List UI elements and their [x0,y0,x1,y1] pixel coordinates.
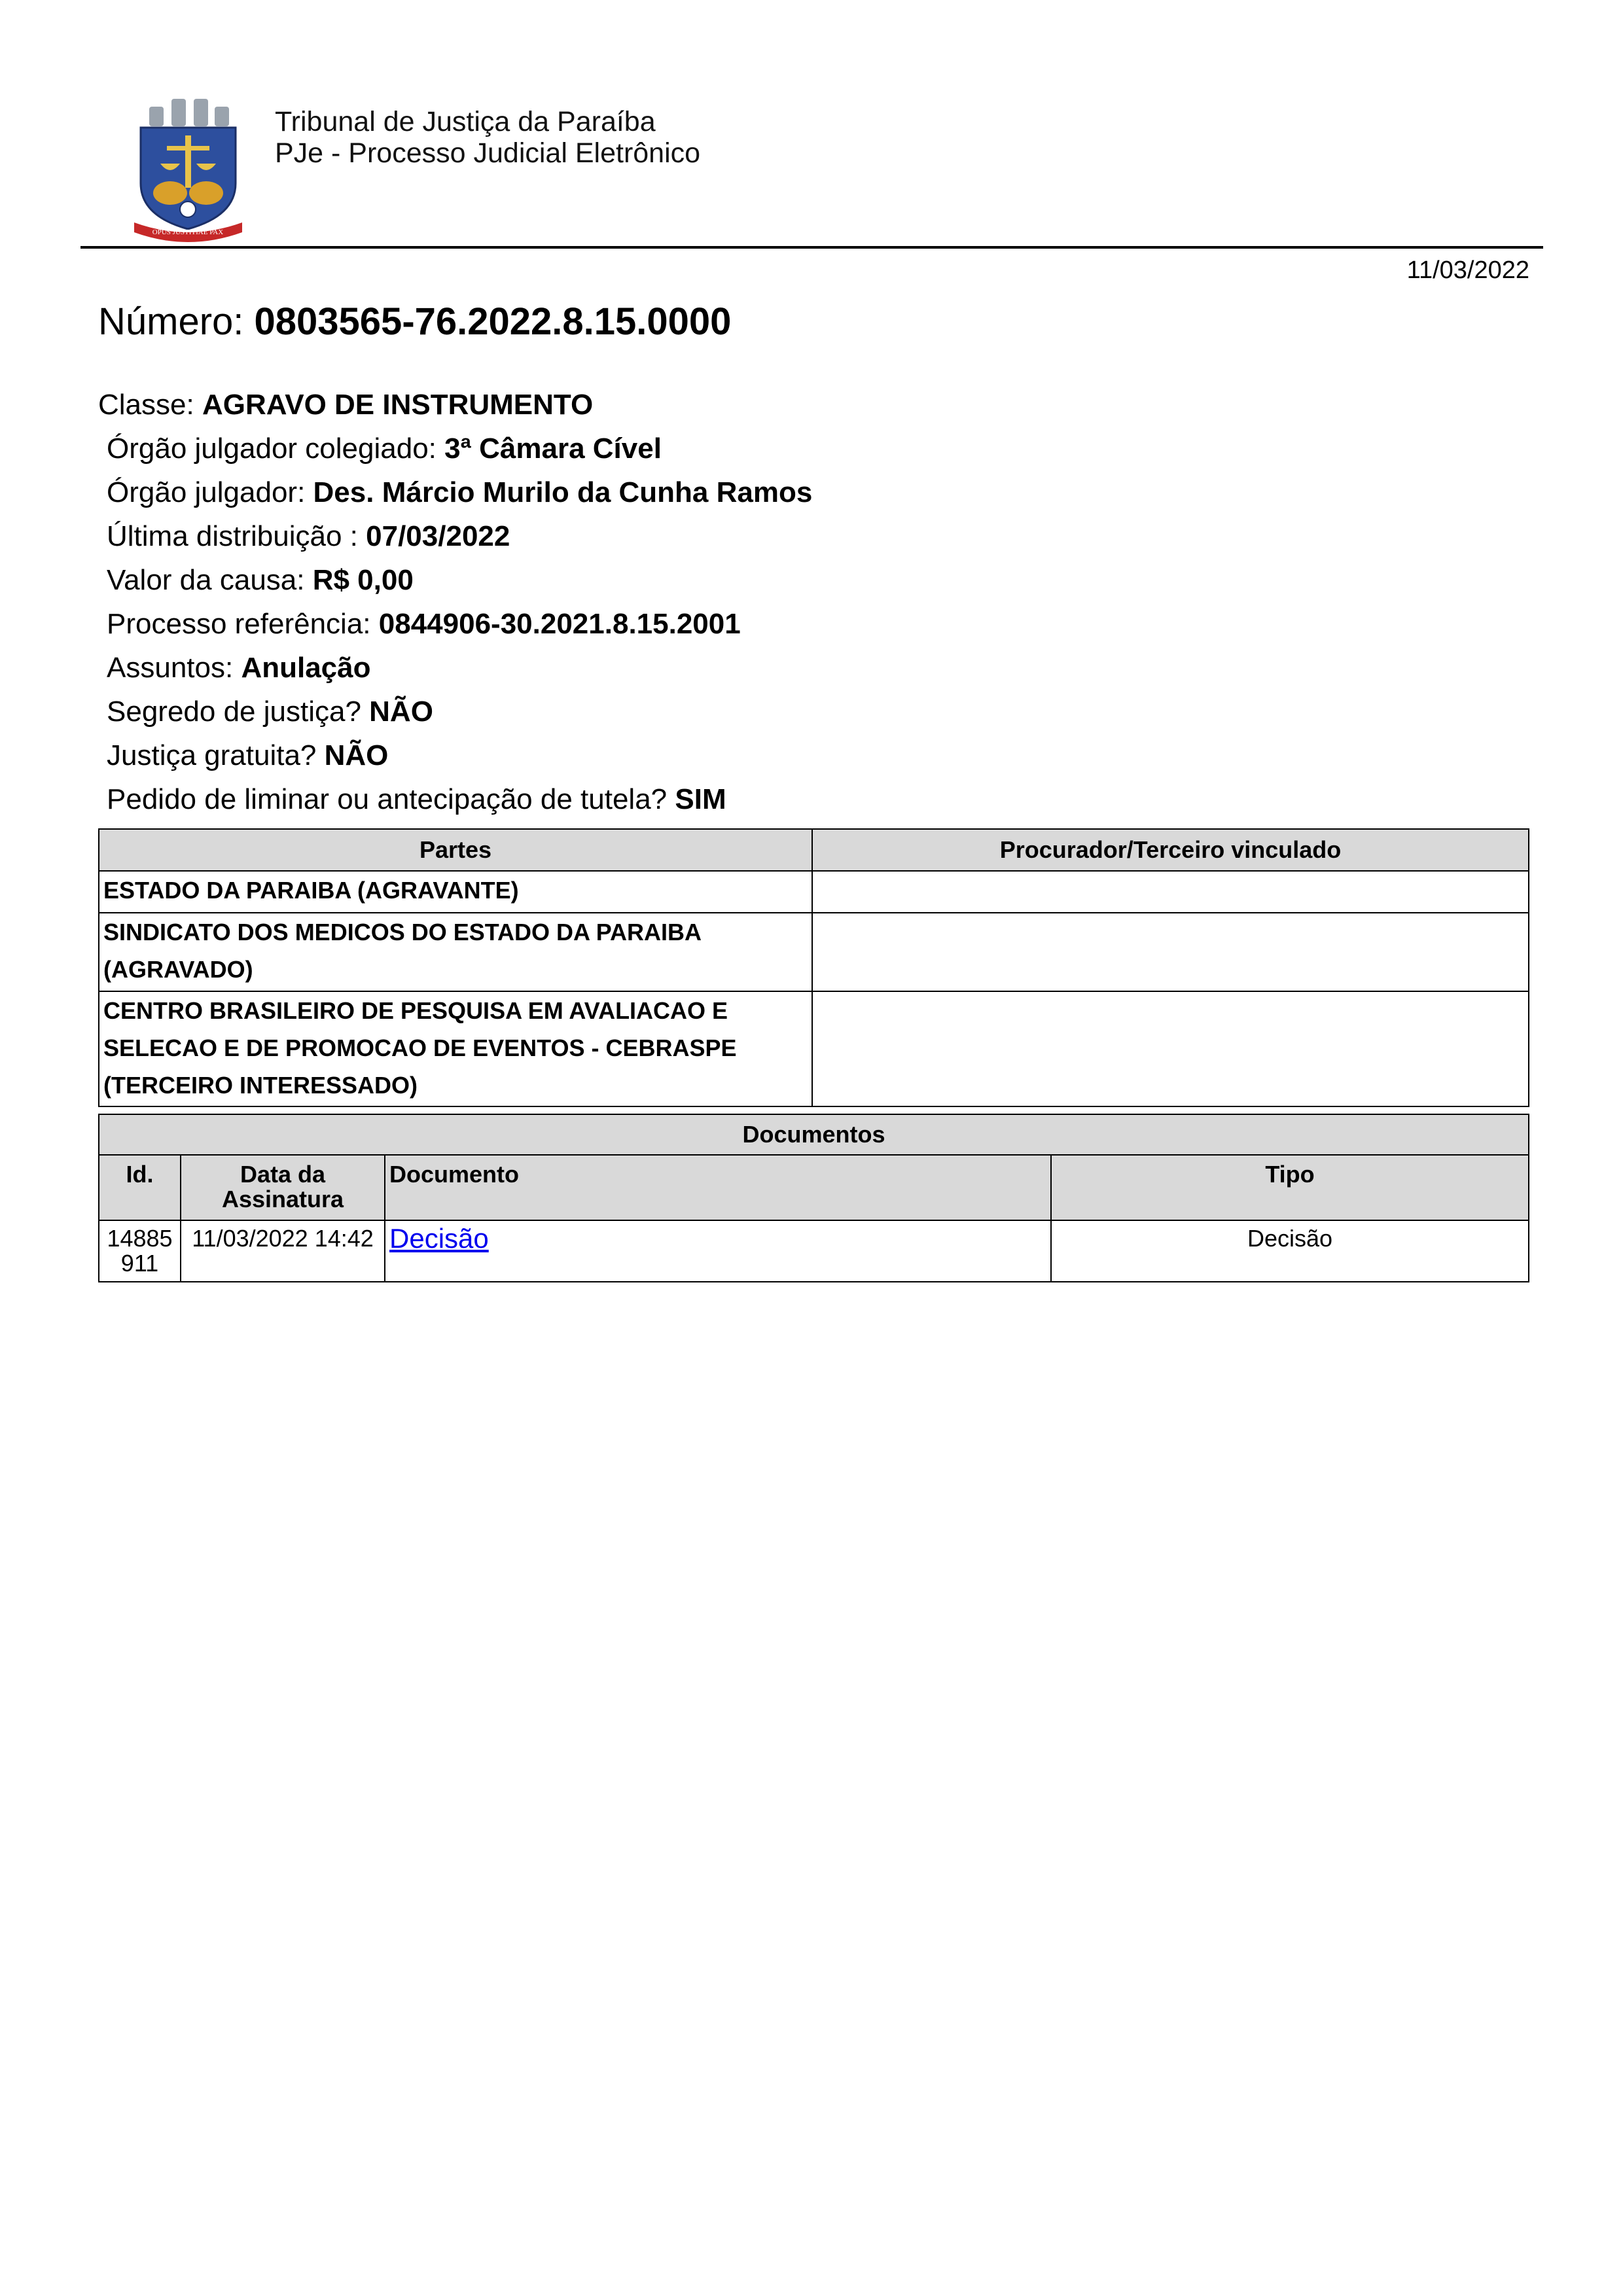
parte-cell: ESTADO DA PARAIBA (AGRAVANTE) [99,871,812,913]
process-details [98,383,812,821]
parte-cell: SINDICATO DOS MEDICOS DO ESTADO DA PARAIBA (AGRAVADO) [99,913,812,991]
header-divider [80,246,1543,249]
table-header-row [99,829,1529,871]
court-name: Tribunal de Justiça da Paraíba [275,106,656,137]
field-justica-gratuita: Justiça gratuita? NÃO [107,739,389,771]
partes-table [98,828,1529,1107]
field-segredo-justica: Segredo de justiça? NÃO [107,696,433,728]
field-processo-referencia: Processo referência: 0844906-30.2021.8.15.2001 [107,608,741,640]
procurador-cell [812,991,1529,1106]
table-row [99,913,1529,991]
table-row [99,871,1529,913]
document-date-cell: 11/03/2022 14:42 [181,1220,385,1282]
document-link[interactable]: Decisão [389,1223,489,1254]
table-header-row [99,1155,1529,1220]
document-name-cell [385,1220,1051,1282]
document-type-cell: Decisão [1051,1220,1529,1282]
field-orgao-colegiado: Órgão julgador colegiado: 3ª Câmara Cível [107,433,662,465]
process-number [98,300,731,344]
documentos-table [98,1114,1529,1282]
document-id-cell: 14885 911 [99,1220,181,1282]
system-name: PJe - Processo Judicial Eletrônico [275,137,701,169]
column-header-partes: Partes [99,829,812,871]
documentos-title: Documentos [99,1114,1529,1155]
court-crest-icon [131,95,245,242]
column-header-documento: Documento [385,1155,1051,1220]
process-number-label: Número: [98,300,255,343]
page-header [0,0,1623,249]
table-caption-row [99,1114,1529,1155]
table-row [99,1220,1529,1282]
field-pedido-liminar: Pedido de liminar ou antecipação de tutela? SIM [107,783,726,815]
table-row [99,991,1529,1106]
procurador-cell [812,913,1529,991]
process-number-value: 0803565-76.2022.8.15.0000 [254,300,732,343]
field-ultima-distribuicao: Última distribuição : 07/03/2022 [107,520,510,552]
field-classe: Classe: AGRAVO DE INSTRUMENTO [98,389,594,421]
column-header-id: Id. [99,1155,181,1220]
parte-cell: CENTRO BRASILEIRO DE PESQUISA EM AVALIACAO E SELECAO E DE PROMOCAO DE EVENTOS - CEBRASPE (TERCEIRO INTERESSADO) [99,991,812,1106]
column-header-data-assinatura: Data da Assinatura [181,1155,385,1220]
field-valor-causa: Valor da causa: R$ 0,00 [107,564,414,596]
field-assuntos: Assuntos: Anulação [107,652,371,684]
document-date: 11/03/2022 [1406,256,1529,284]
column-header-tipo: Tipo [1051,1155,1529,1220]
column-header-procurador: Procurador/Terceiro vinculado [812,829,1529,871]
field-orgao-julgador: Órgão julgador: Des. Márcio Murilo da Cunha Ramos [107,476,813,508]
svg-text:OPUS JUSTITIAE PAX: OPUS JUSTITIAE PAX [152,228,224,236]
procurador-cell [812,871,1529,913]
